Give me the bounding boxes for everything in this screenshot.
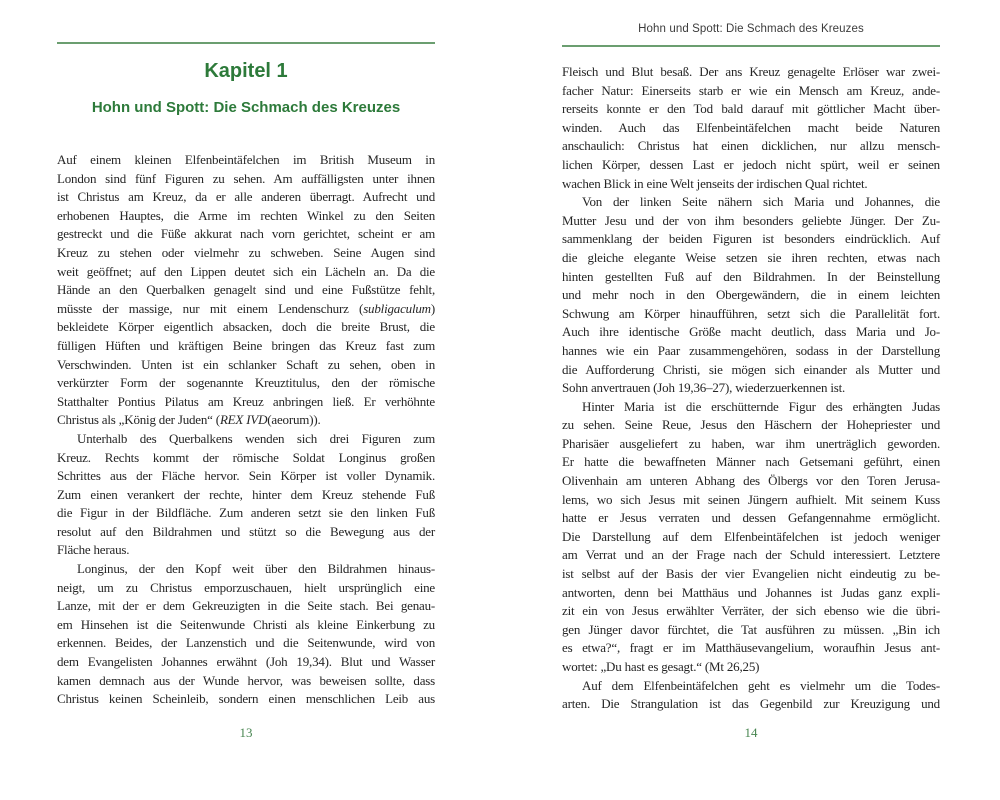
page-number-right: 14 (744, 725, 758, 740)
text-line: ist Christus am Kreuz, da er alle anderen überragt. Aufrecht und (57, 189, 435, 205)
left-page-body (57, 151, 435, 709)
text-line: Er hatte die bewaffneten Männer nach Getsemani geführt, einen (562, 454, 940, 470)
text-line: Die Darstellung auf dem Elfenbeintäfelchen ist jedoch weniger (562, 528, 940, 544)
text-line: facher Natur: Einerseits starb er wie ein Mensch am Kreuz, ande- (562, 82, 940, 98)
text-line: gen Jünger davor fürchtet, die Tat ausführen zu müssen. „Bin ich (562, 621, 940, 637)
chapter-head-rule (57, 42, 435, 44)
text-line: am Verrat und an der Frage nach der Schuld interessiert. Letztere (562, 547, 940, 563)
text-line: gestreckt und die Füße akkurat nach vorn gerichtet, scheint er am (57, 226, 435, 242)
text-line: die gleiche elegante Weise setzen sie ihren rechten, etwas nach (562, 249, 940, 265)
text-line: antworten, denn bei Matthäus und Johannes ist Judas ganz expli- (562, 584, 940, 600)
text-line: hinten gestellten Fuß auf den Bildrahmen. In der Beinstellung (562, 268, 940, 284)
text-line: Auf einem kleinen Elfenbeintäfelchen im British Museum in (57, 152, 435, 167)
right-page (562, 0, 940, 800)
text-line: Schrittes aus der Fläche hervor. Sein Körper ist voller Dynamik. (57, 468, 435, 484)
text-line: winden. Auch das Elfenbeintäfelchen macht beide Naturen (562, 119, 940, 135)
text-line: kamen demnach aus der Wunde hervor, was beweisen sollte, dass (57, 672, 435, 688)
chapter-number: Kapitel 1 (204, 60, 288, 82)
left-page (57, 0, 435, 800)
text-line: es etwa?“, fragt er im Matthäusevangelium, woraufhin Jesus ant- (562, 640, 940, 656)
text-line: erhobenen Hauptes, die Arme im rechten Winkel zu den Seiten (57, 207, 435, 223)
page-number-left: 13 (239, 725, 253, 740)
text-line: lems, wo sich Jesus mit seinen Jüngern aufhielt. Mit seinem Kuss (562, 491, 940, 507)
text-line: dem Evangelisten Johannes erwähnt (Joh 19,34). Blut und Wasser (57, 654, 435, 670)
text-line: Hände an den Querbalken genagelt sind und eine Fußstütze fehlt, (57, 282, 435, 298)
text-line: weit geöffnet; auf den Lippen deutet sich ein Lächeln an. Da die (57, 263, 435, 279)
text-line: Zum einen verankert der rechte, hinter dem Kreuz stehende Fuß (57, 486, 435, 502)
chapter-title: Hohn und Spott: Die Schmach des Kreuzes (91, 99, 401, 116)
text-line: Fläche heraus. (57, 542, 130, 558)
text-line: Olivenhain am unteren Abhang des Ölbergs vor den Toren Jerusa- (562, 473, 940, 489)
text-line: ist selbst auf der Basis der vier Evangelien nicht eindeutig zu be- (562, 566, 940, 582)
text-line: hannes wie ein Paar zusammengehören, sodass in der Darstellung (562, 342, 940, 358)
text-line: zu sehen. Seine Reue, Jesus den Häschern der Hohepriester und (562, 417, 940, 433)
running-header: Hohn und Spott: Die Schmach des Kreuzes (638, 23, 864, 35)
text-line: Auch ihre identische Größe macht deutlich, dass Maria und Jo- (562, 324, 940, 340)
text-line: Auf dem Elfenbeintäfelchen geht es vielmehr um die Todes- (582, 677, 940, 693)
text-line: Kreuz zu stehen oder vielmehr zu schweben. Seine Augen sind (57, 244, 435, 260)
text-line: London sind fünf Figuren zu sehen. Am auffälligsten unter ihnen (57, 170, 435, 186)
text-line: Sohn anvertrauen (Joh 19,36–27), wiederzuerkennen ist. (562, 380, 846, 396)
text-line: neigt, um zu Christus emporzuschauen, hielt ursprünglich eine (57, 579, 435, 595)
text-line: resolut auf den Bildrahmen und stützt so die Bewegung aus der (57, 523, 435, 539)
text-line: die Aufforderung Christi, sie mögen sich einander als Mutter und (562, 361, 940, 377)
text-line: wortet: „Du hast es gesagt.“ (Mt 26,25) (562, 659, 760, 674)
text-line: anschaulich: Christus hat einen dicklichen, nur allzu mensch- (562, 138, 940, 154)
text-line: Pharisäer ausgeliefert zu haben, war ihm unerträglich geworden. (562, 435, 940, 451)
text-line: Hinter Maria ist die erschütternde Figur des erhängten Judas (582, 398, 940, 414)
text-line: Christus als „König der Juden“ (REX IVD(aeorum)). (57, 412, 321, 428)
text-line: Fleisch und Blut besaß. Der ans Kreuz genagelte Erlöser war zwei- (562, 64, 940, 79)
text-line: Longinus, der den Kopf weit über den Bildrahmen hinaus- (77, 561, 435, 577)
text-line: Lanze, mit der er dem Gekreuzigten in die Seite stach. Bei genau- (57, 598, 435, 614)
running-header-rule (562, 45, 940, 47)
text-line: Kreuz. Rechts kommt der römische Soldat Longinus großen (57, 449, 435, 465)
text-line: lichen Körper, dessen Last er jedoch nicht spürt, weil er seinen (562, 156, 940, 172)
text-line: Christus keinen Scheinleib, sondern einen menschlichen Leib aus (57, 691, 435, 707)
text-line: müsste der massige, nur mit einem Lendenschurz (subligaculum) (57, 300, 435, 316)
text-line: fülligen Hüften und kräftigen Beine bringen das Kreuz fast zum (57, 337, 435, 353)
text-line: erkennen. Beides, der Lanzenstich und die Seitenwunde, wird von (57, 635, 435, 651)
text-line: die Figur in der Bildfläche. Zum anderen setzt sie den linken Fuß (57, 505, 435, 521)
text-line: arten. Die Strangulation ist das Gegenbild zur Kreuzigung und (562, 696, 940, 712)
text-line: verkürzter Form der sogenannte Kreuztitulus, den der römische (57, 375, 435, 391)
text-line: sammenklang der beiden Figuren ist besonders eindrücklich. Auf (562, 231, 940, 247)
text-line: bekleidete Körper eigentlich absacken, doch die breite Brust, die (57, 319, 435, 335)
text-line: Mutter Jesu und der von ihm besonders geliebte Jünger. Der Zu- (562, 212, 940, 228)
text-line: zit ein von Jesus erwählter Verräter, der sich ebenso wie die übri- (562, 603, 940, 619)
text-line: Unterhalb des Querbalkens wenden sich drei Figuren zum (77, 430, 435, 446)
text-line: hatte er Jesus verraten und dessen Gefangennahme ermöglicht. (562, 510, 940, 526)
text-line: Von der linken Seite nähern sich Maria und Johannes, die (582, 194, 940, 210)
text-line: Verschwinden. Unten ist ein schlanker Schaft zu sehen, oben in (57, 356, 435, 372)
text-line: wachen Blick in eine Welt jenseits der irdischen Qual richtet. (562, 175, 868, 191)
right-page-body (562, 63, 940, 714)
text-line: Statthalter Pontius Pilatus am Kreuz anbringen ließ. Er verhöhnte (57, 393, 435, 409)
text-line: em Hinsehen ist die Seitenwunde Christi als kleine Einkerbung zu (57, 616, 435, 632)
text-line: und mehr noch in den Obergewändern, die in einem leichten (562, 287, 940, 303)
text-line: Schwung am Körper hinaufführen, setzt sich die Parallelität fort. (562, 305, 940, 321)
text-line: rerseits konnte er den Tod bald darauf mit göttlicher Macht über- (562, 101, 940, 117)
